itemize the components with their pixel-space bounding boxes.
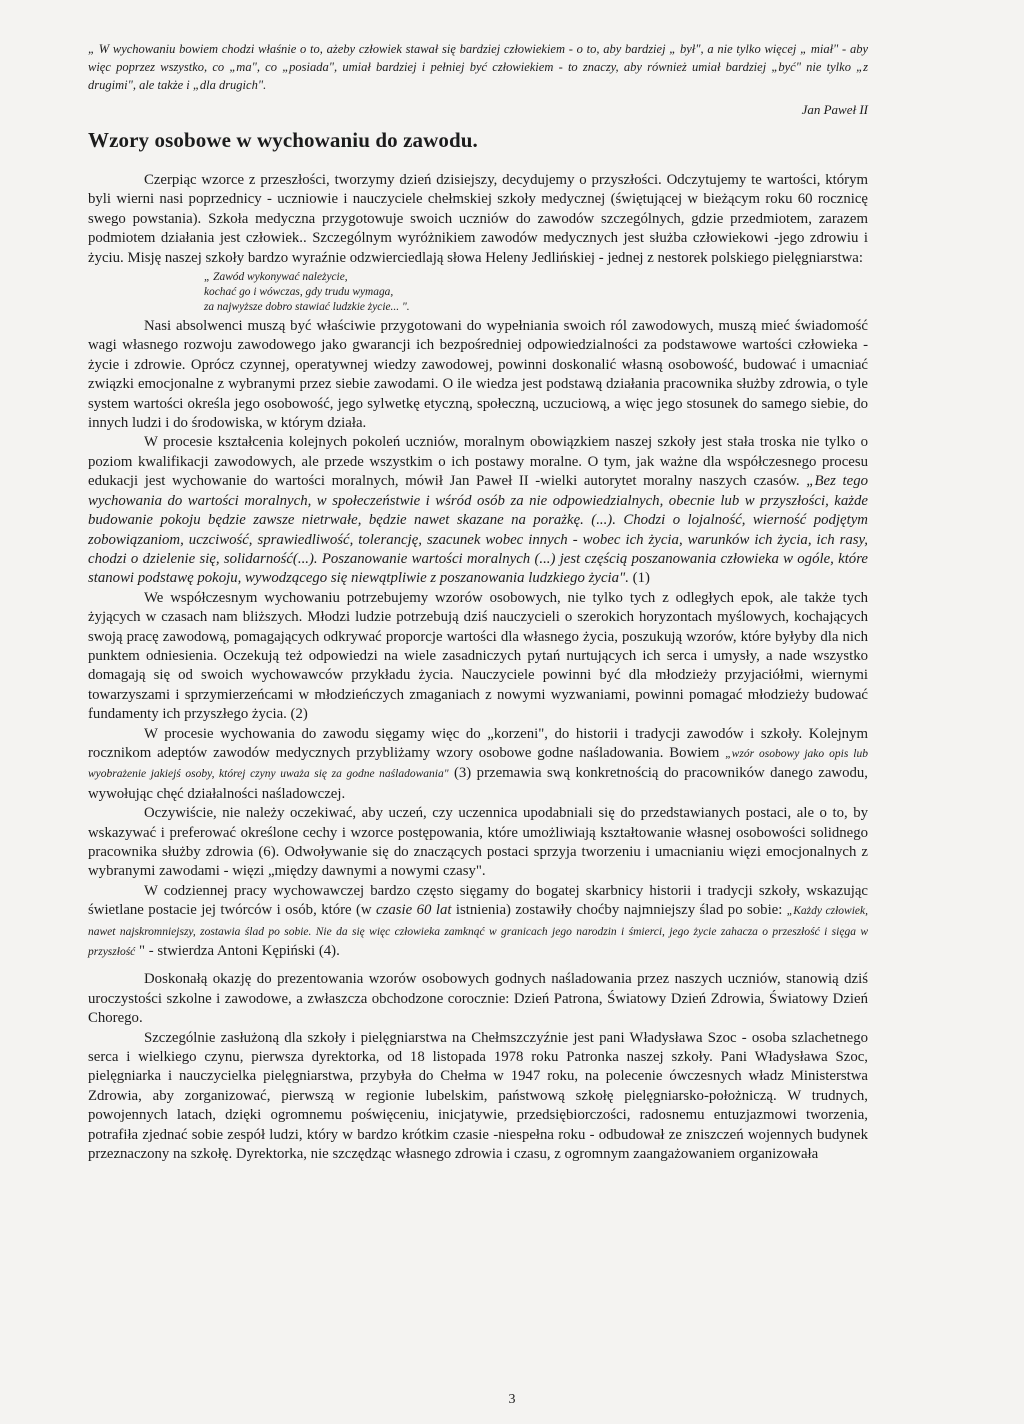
paragraph-5-before: W procesie wychowania do zawodu sięgamy więc do „korzeni", do historii i tradycji zawodów i szkoły. Kolejnym rocznikom adeptów zawodów medycznych przybliżamy wzory osobowe godne naśladowania. Bowiem — [88, 725, 868, 761]
paragraph-7-after: " - stwierdza Antoni Kępiński (4). — [135, 943, 340, 960]
quote-line-2: kochać go i wówczas, gdy trudu wymaga, — [204, 286, 394, 299]
pope-quote: „Bez tego wychowania do wartości moralnych, w społeczeństwie i wśród osób za nie odpowiedzialnych, obecnie lub w przyszłości, każde budowanie pokoju będzie zawsze nietrwałe, będzie nawet skazane na porażkę. (...). Chodzi o lojalność, wierność podjętym zobowiązaniom, uczciwość, sprawiedliwość, tolerancję, szacunek wobec innych - wobec ich życia, warunków ich życia, ich rasy, chodzi o dzielenie się, solidarność(...). Poszanowanie wartości moralnych (...) jest częścią poszanowania człowieka w ogóle, które stanowi podstawę pokoju, wywodzącego się niewątpliwie z poszanowania ludzkiego życia". — [88, 473, 868, 587]
paragraph-4: We współczesnym wychowaniu potrzebujemy wzorów osobowych, nie tylko tych z odległych epok, ale także tych żyjących w czasach nam bliższych. Młodzi ludzie potrzebują dziś nauczycieli o szerokich horyzontach myślowych, kochających swoją pracę zawodową, pomagających odkrywać proporcje wartości dla własnego życia, poszukują wzorów, które byłyby dla nich punktem odniesienia. Oczekują też odpowiedzi na wiele zasadniczych pytań nurtujących ich serca i umysły, a nade wszystko domagają się od swoich wychowawców przykładu życia. Nauczyciele powinni być dla młodzieży przyjaciółmi, wiernymi towarzyszami i sprzymierzeńcami w młodzieńczych zmaganiach z nowymi wyzwaniami, powinni pomagać młodzieży budować fundamenty ich przyszłego życia. (2) — [88, 589, 868, 723]
page-number: 3 — [508, 1392, 516, 1407]
paragraph-3-ref: (1) — [628, 570, 650, 587]
paragraph-5-after: (3) przemawia swą konkretnością do pracowników danego zawodu, wywołując chęć działalności naśladowczej. — [88, 765, 868, 802]
jedlinska-quote — [204, 270, 868, 315]
paragraph-3 — [88, 433, 868, 588]
kepinski-quote: „Każdy człowiek, nawet najskromniejszy, zostawia ślad po sobie. Nie da się więc człowieka zamknąć w granicach jego narodzin i śmierci, jego życie zahacza o przeszłość i sięga w przyszłość — [88, 905, 869, 959]
epigraph-quote: „ W wychowaniu bowiem chodzi właśnie o to, ażeby człowiek stawał się bardziej człowiekiem - o to, aby bardziej „ był", a nie tylko więcej „ miał" - aby więc poprzez wszystko, co „ma", co „posiada", umiał bardziej i pełniej być człowiekiem - to znaczy, aby również umiał bardziej „być" nie tylko „z drugimi", ale także i „dla drugich". — [88, 42, 868, 92]
paragraph-7-before: W codziennej pracy wychowawczej bardzo często sięgamy do bogatej skarbnicy historii i tradycji szkoły, wskazując świetlane postacie jej twórców i osób, które (w — [88, 882, 868, 919]
paragraph-7-middle: istnienia) zostawiły choćby najmniejszy ślad po sobie: — [451, 902, 787, 919]
paragraph-6: Oczywiście, nie należy oczekiwać, aby uczeń, czy uczennica upodabniali się do przedstawianych postaci, ale o to, by wskazywać i preferować określone cechy i wzorce postępowania, które umożliwiają kształtowanie własnej osobowości solidnego pracownika służby zdrowia (6). Odwoływanie się do znaczących postaci sprzyja tworzeniu i umacnianiu więzi emocjonalnych z wybranymi zawodami - więzi „między dawnymi a nowymi czasy". — [88, 805, 868, 880]
body-text — [88, 171, 868, 1165]
paragraph-7 — [88, 882, 868, 963]
paragraph-7-ital: czasie 60 lat — [376, 902, 452, 919]
epigraph-author: Jan Paweł II — [801, 102, 868, 117]
definition-quote: „wzór osobowy jako opis lub wyobrażenie jakiejś osoby, której czyny uważa się za godne naśladowania" — [88, 747, 868, 781]
paragraph-1: Czerpiąc wzorce z przeszłości, tworzymy dzień dzisiejszy, decydujemy o przyszłości. Odczytujemy te wartości, którym byli wierni nasi poprzednicy - uczniowie i nauczyciele chełmskiej szkoły medycznej (świętującej w bieżącym roku 60 rocznicę swego powstania). Szkoła medyczna przygotowuje swoich uczniów do zawodów szczególnych, gdzie przedmiotem, zarazem podmiotem działania jest człowiek.. Szczególnym wyróżnikiem zawodów medycznych jest służba człowiekowi -jego zdrowiu i życiu. Misję naszej szkoły bardzo wyraźnie odzwierciedlają słowa Heleny Jedlińskiej - jednej z nestorek polskiego pielęgniarstwa: — [88, 172, 868, 266]
document-page — [88, 40, 868, 1165]
paragraph-9: Szczególnie zasłużoną dla szkoły i pielęgniarstwa na Chełmszczyźnie jest pani Władysława Szoc - osoba szlachetnego serca i wielkiego czynu, pierwsza dyrektorka, od 18 listopada 1978 roku Patronka naszej szkoły. Pani Władysława Szoc, pielęgniarka i nauczycielka pielęgniarstwa, przybyła do Chełma w 1947 roku, na polecenie ówczesnych władz Ministerstwa Zdrowia, aby zorganizować, pierwszą w regionie lubelskim, państwową szkołę pielęgniarsko-położniczą. W trudnych, powojennych latach, dzięki ogromnemu poświęceniu, inicjatywie, przedsiębiorczości, radosnemu entuzjazmowi tworzenia, potrafiła zjednać sobie zespół ludzi, który w bardzo krótkim czasie -niespełna roku - odbudował ze zniszczeń wojennych budynek przeznaczony na szkołę. Dyrektorka, nie szczędząc własnego zdrowia i czasu, z ogromnym zaangażowaniem organizowała — [88, 1029, 868, 1163]
document-title: Wzory osobowe w wychowaniu do zawodu. — [88, 128, 478, 152]
quote-line-3: za najwyższe dobro stawiać ludzkie życie... ". — [204, 301, 410, 314]
paragraph-8: Doskonałą okazję do prezentowania wzorów osobowych godnych naśladowania przez naszych uczniów, stanowią dziś uroczystości szkolne i zawodowe, a zwłaszcza obchodzone corocznie: Dzień Patrona, Światowy Dzień Zdrowia, Światowy Dzień Chorego. — [88, 971, 868, 1027]
paragraph-5 — [88, 725, 868, 805]
paragraph-3-text: W procesie kształcenia kolejnych pokoleń uczniów, moralnym obowiązkiem naszej szkoły jest stała troska nie tylko o poziom kwalifikacji zawodowych, ale przede wszystkim o ich postawy moralne. O tym, jak ważne dla współczesnego procesu edukacji jest wychowanie do wartości moralnych, mówił Jan Paweł II -wielki autorytet moralny naszych czasów. — [88, 434, 868, 490]
paragraph-2: Nasi absolwenci muszą być właściwie przygotowani do wypełniania swoich ról zawodowych, muszą mieć świadomość wagi własnego rozwoju zawodowego jako gwarancji ich bezpośredniej odpowiedzialności za podstawowe wartości człowieka - życie i zdrowie. Oprócz czynnej, operatywnej wiedzy zawodowej, powinni doskonalić własną osobowość, budować i umacniać związki emocjonalne z wybranymi przez siebie zawodami. O ile wiedza jest podstawą działania pracownika służby zdrowia, o tyle system wartości określa jego osobowość, jego sylwetkę etyczną, społeczną, uczuciową, a więc jego stosunek do samego siebie, do innych ludzi i do środowiska, w którym działa. — [88, 318, 868, 432]
quote-line-1: „ Zawód wykonywać należycie, — [204, 271, 348, 284]
